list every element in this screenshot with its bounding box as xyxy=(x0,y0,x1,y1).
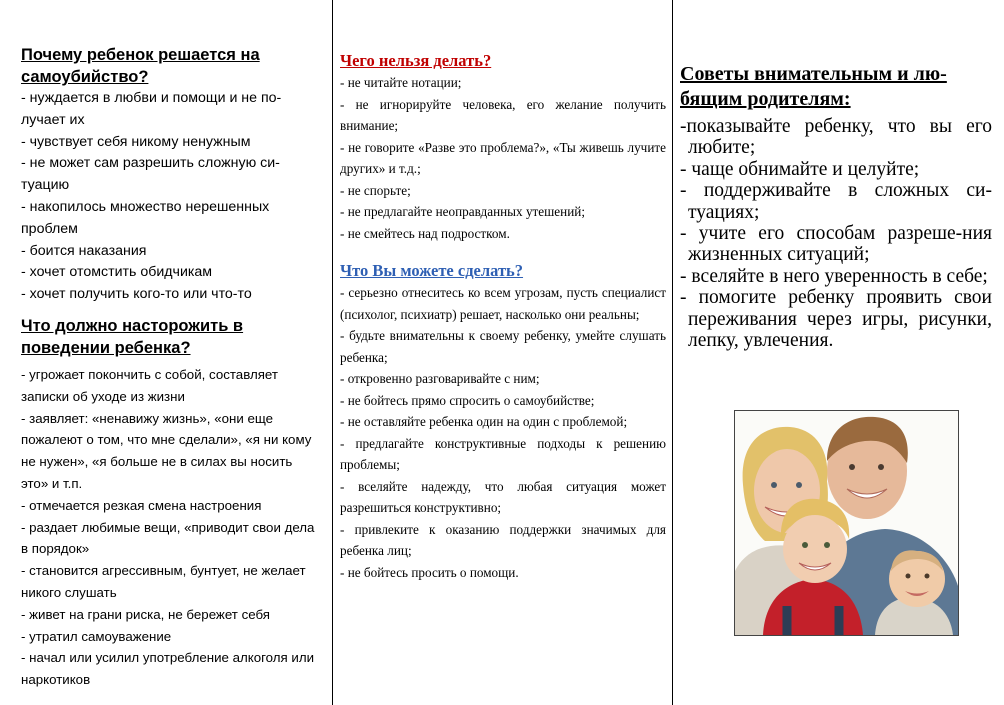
list-item: - серьезно отнеситесь ко всем угрозам, пусть специалист (психолог, психиатр) решает, насколько они реальны; xyxy=(340,285,666,322)
list-what-you-can-do xyxy=(340,282,666,583)
list-item: - не бойтесь прямо спросить о самоубийстве; xyxy=(340,392,595,408)
family-photo-illustration xyxy=(735,411,958,635)
list-item: - становится агрессивным, бунтует, не желает никого слушать xyxy=(21,563,306,600)
list-item: - будьте внимательны к своему ребенку, умейте слушать ребенка; xyxy=(340,328,666,365)
column-left xyxy=(0,0,333,705)
column-middle xyxy=(334,0,672,705)
list-item: - хочет отомстить обидчикам xyxy=(21,264,213,281)
list-dont xyxy=(340,72,666,244)
section-warning-signs xyxy=(21,315,315,691)
list-item: - не бойтесь просить о помощи. xyxy=(340,564,519,580)
list-item: - боится наказания xyxy=(21,242,147,259)
list-item: - живет на грани риска, не бережет себя xyxy=(21,606,270,622)
list-item: - не оставляйте ребенка один на один с проблемой; xyxy=(340,414,628,429)
list-item: - заявляет: «ненавижу жизнь», «они еще пожалеют о том, что мне сделали», «я ни кому не нужен», «я больше не в силах вы носить это» и т.п. xyxy=(21,410,312,491)
list-why xyxy=(21,88,315,306)
section-dont xyxy=(340,50,666,244)
list-item: - чаще обнимайте и целуйте; xyxy=(680,158,920,180)
list-item: - нуждается в любви и помощи и не по-лучает их xyxy=(21,90,282,128)
list-item: - не может сам разрешить сложную си-туацию xyxy=(21,155,280,194)
family-photo xyxy=(734,410,959,636)
list-item: - раздает любимые вещи, «приводит свои дела в порядок» xyxy=(21,519,315,557)
list-item: - поддерживайте в сложных си-туациях; xyxy=(680,180,992,223)
list-warning-signs xyxy=(21,364,315,691)
list-item: - не смейтесь над подростком. xyxy=(340,225,510,241)
list-item: - вселяйте надежду, что любая ситуация может разрешиться конструктивно; xyxy=(340,478,666,515)
list-item: - откровенно разговаривайте с ним; xyxy=(340,371,540,386)
list-item: - хочет получить кого-то или что-то xyxy=(21,286,252,303)
list-item: - не игнорируйте человека, его желание получить внимание; xyxy=(340,96,666,133)
list-item: - отмечается резкая смена настроения xyxy=(21,497,262,513)
list-item: - привлеките к оказанию поддержки значимых для ребенка лиц; xyxy=(340,521,666,558)
list-item: - учите его способам разреше-ния жизненных ситуаций; xyxy=(680,223,992,266)
section-title-dont: Чего нельзя делать? xyxy=(340,51,492,70)
list-item: - не спорьте; xyxy=(340,182,411,198)
section-title-parent-tips: Советы внимательным и лю-бящим родителям: xyxy=(680,63,947,110)
list-item: - не читайте нотации; xyxy=(340,75,462,90)
list-item: - вселяйте в него уверенность в себе; xyxy=(680,265,988,287)
list-item: - предлагайте конструктивные подходы к решению проблемы; xyxy=(340,435,666,472)
section-parent-tips xyxy=(680,62,992,351)
section-title-warning-signs: Что должно насторожить в поведении ребенка? xyxy=(21,316,244,357)
section-title-what-you-can-do: Что Вы можете сделать? xyxy=(340,261,524,280)
list-item: - утратил самоуважение xyxy=(21,628,172,644)
list-item: - не предлагайте неоправданных утешений; xyxy=(340,204,585,219)
list-parent-tips xyxy=(680,116,992,351)
list-item: -показывайте ребенку, что вы его любите; xyxy=(680,116,992,159)
section-what-you-can-do xyxy=(340,260,666,583)
list-item: - накопилось множество нерешенных проблем xyxy=(21,198,270,237)
list-item: - начал или усилил употребление алкоголя или наркотиков xyxy=(21,650,315,688)
list-item: - чувствует себя никому ненужным xyxy=(21,133,251,150)
list-item: - не говорите «Разве это проблема?», «Ты живешь лучите других» и т.д.; xyxy=(340,139,666,176)
section-title-why: Почему ребенок решается на самоубийство? xyxy=(21,46,260,86)
section-why xyxy=(21,44,315,306)
list-item: - угрожает покончить с собой, составляет записки об уходе из жизни xyxy=(21,366,278,404)
list-item: - помогите ребенку проявить свои переживания через игры, рисунки, лепку, увлечения. xyxy=(680,287,992,352)
